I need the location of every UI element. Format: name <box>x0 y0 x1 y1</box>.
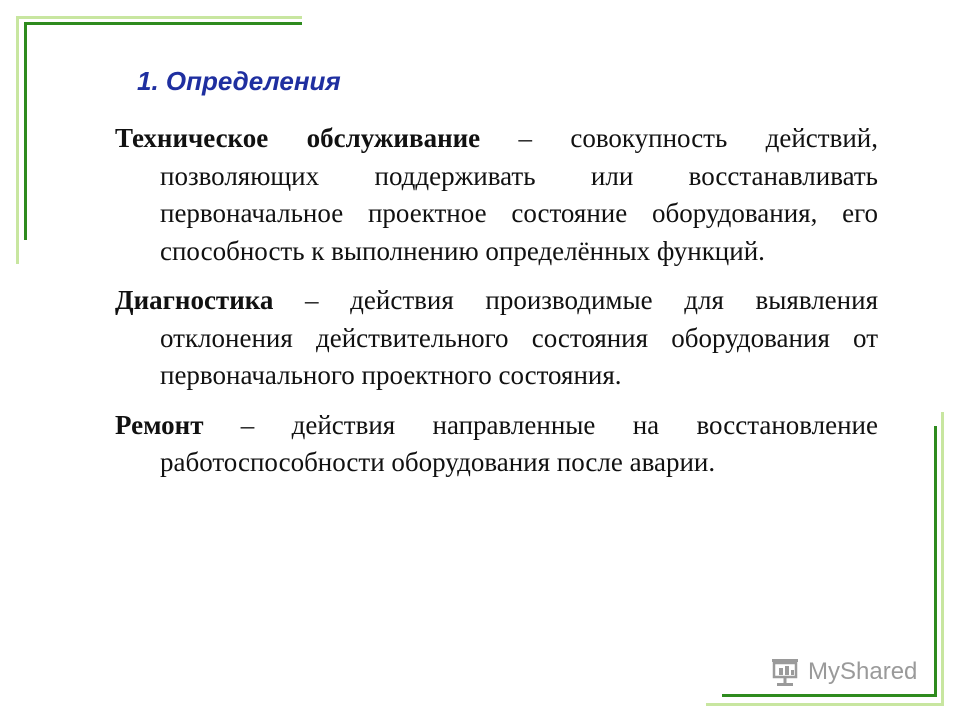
frame-bottom-right-outer-horizontal <box>706 703 944 706</box>
definition-diagnostics <box>115 282 878 395</box>
presentation-board-icon <box>768 656 802 688</box>
frame-top-left-inner-vertical <box>24 22 27 240</box>
frame-bottom-right-outer-vertical <box>941 412 944 706</box>
watermark-logo <box>768 656 917 688</box>
definition-repair <box>115 407 878 482</box>
watermark-text: MyShared <box>808 658 918 685</box>
definition-maintenance <box>115 120 878 270</box>
section-heading: 1. Определения <box>137 66 341 96</box>
term-repair: Ремонт <box>115 409 204 440</box>
frame-top-left-inner-horizontal <box>24 22 302 25</box>
definition-diagnostics-text: – действия производимые для выявления отклонения действительного состояния оборудования от первоначального проектного состояния. <box>160 285 878 390</box>
frame-bottom-right-inner-vertical <box>934 426 937 697</box>
term-maintenance: Техническое обслуживание <box>115 123 481 153</box>
definition-maintenance-text: – совокупность действий, позволяющих поддерживать или восстанавливать первоначальное проектное состояние оборудования, его способность к выполнению определённых функций. <box>160 123 878 266</box>
definitions-list <box>115 120 878 494</box>
term-diagnostics: Диагностика <box>115 285 274 315</box>
frame-top-left-outer-vertical <box>16 16 19 264</box>
frame-bottom-right-inner-horizontal <box>722 694 937 697</box>
frame-top-left-outer-horizontal <box>16 16 302 19</box>
definition-repair-text: – действия направленные на восстановление работоспособности оборудования после аварии. <box>160 409 878 477</box>
